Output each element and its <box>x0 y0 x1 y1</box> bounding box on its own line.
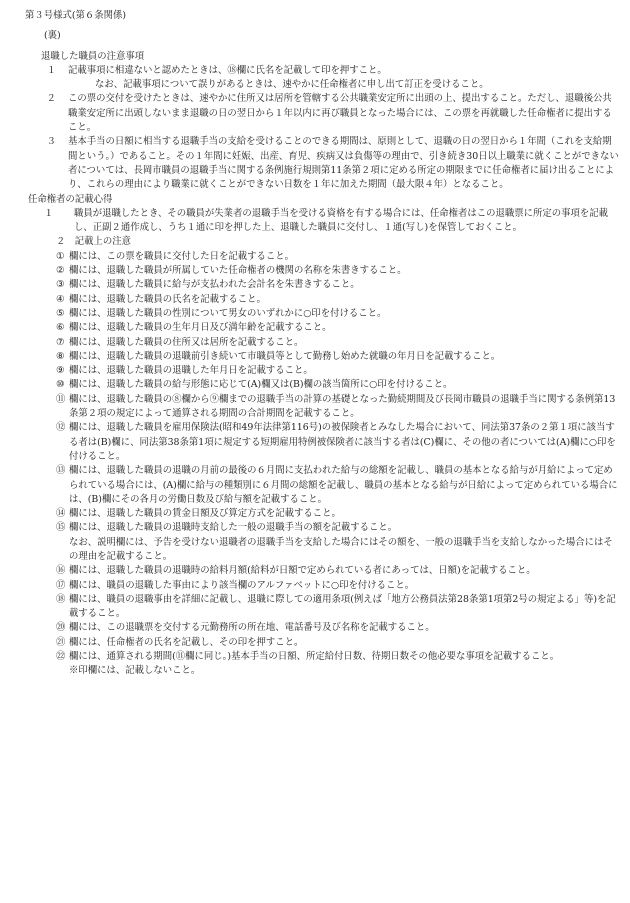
field-number-mark: ⑰ <box>56 579 66 591</box>
item-text: 職員が退職したとき、その職員が失業者の退職手当を受ける資格を有する場合には、任命権者はこの退職票に所定の事項を記載し、正副２通作成し、うち１通に印を押した上、退職した職員に交付し、１通(写し)を保管しておくこと。 <box>74 207 609 234</box>
list-item <box>28 207 620 236</box>
field-instruction: 欄には、退職した職員の退職の月前の最後の６月間に支払われた給与の総額を記載し、職員の基本となる給与が月給によって定められている場合には、(A)欄に給与の種類別に６月間の総額を記載し、職員の基本となる給与が日給によって定められている場合には、(B)欄にその各月の労働日数及び給与額を記載すること。 <box>69 465 618 505</box>
field-entry <box>56 250 620 264</box>
field-number-mark: ⑳ <box>56 622 66 634</box>
field-entry <box>56 264 620 278</box>
field-instruction: 欄には、退職した職員の給与形態に応じて(A)欄又は(B)欄の該当箇所に○印を付けること。 <box>69 379 453 391</box>
field-instruction: 欄には、この票を職員に交付した日を記載すること。 <box>69 250 295 262</box>
field-entry <box>56 336 620 350</box>
field-number-mark: ㉑ <box>56 636 66 648</box>
field-entry <box>56 621 620 635</box>
field-instruction: 欄には、退職した職員の氏名を記載すること。 <box>69 293 266 305</box>
field-note: なお、説明欄には、予告を受けない退職者の退職手当を支給した場合にはその額を、一般の退職手当を支給しなかった場合にはその理由を記載すること。 <box>69 536 613 562</box>
subsection-title: ２ 記載上の注意 <box>56 236 132 248</box>
field-entry <box>56 521 620 535</box>
item-number: １ <box>46 64 56 76</box>
section-title-retired-staff: 退職した職員の注意事項 <box>41 50 145 62</box>
field-number-mark: ② <box>56 265 65 277</box>
field-instruction: 欄には、退職した職員の退職時の給料月額(給料が日額で定められている者にあっては、日額)を記載すること。 <box>69 565 536 577</box>
field-number-mark: ⑥ <box>56 322 65 334</box>
field-instruction: 欄には、退職した職員の退職した年月日を記載すること。 <box>69 365 313 377</box>
field-number-mark: ⑬ <box>56 465 66 477</box>
field-number-mark: ① <box>56 250 65 262</box>
field-number-mark: ⑮ <box>56 522 66 534</box>
list-item <box>28 64 620 78</box>
field-entry <box>56 564 620 578</box>
field-number-mark: ⑪ <box>56 393 66 405</box>
field-number-mark: ⑩ <box>56 379 65 391</box>
field-entry <box>56 350 620 364</box>
field-number-mark: ⑫ <box>56 422 66 434</box>
section-title-appointer: 任命権者の記載心得 <box>28 193 113 205</box>
final-note: ※印欄には、記載しないこと。 <box>69 665 201 677</box>
field-number-mark: ⑧ <box>56 350 65 362</box>
form-title: 第３号様式(第６条関係) <box>25 10 127 21</box>
section-appointer-guidelines <box>28 193 620 679</box>
field-number-mark: ⑭ <box>56 508 66 520</box>
field-entry <box>56 278 620 292</box>
field-entry <box>56 293 620 307</box>
field-instruction: 欄には、退職した職員に給与が支払われた会計名を朱書きすること。 <box>69 279 360 291</box>
field-instruction: 欄には、退職した職員の住所又は居所を記載すること。 <box>69 336 304 348</box>
item-note: なお、記載事項について誤りがあるときは、速やかに任命権者に申し出て訂正を受けること。 <box>95 79 489 91</box>
field-number-mark: ⑤ <box>56 307 65 319</box>
field-entry <box>56 579 620 593</box>
field-entry <box>56 307 620 321</box>
field-instruction: 欄には、退職した職員の生年月日及び満年齢を記載すること。 <box>69 322 332 334</box>
field-instruction: 欄には、職員の退職した事由により該当欄のアルファベットに○印を付けること。 <box>69 579 415 591</box>
reverse-side-label: (裏) <box>44 30 61 42</box>
field-entry <box>56 593 620 622</box>
field-entry <box>56 393 620 422</box>
item-text: 基本手当の日額に相当する退職手当の支給を受けることのできる期間は、原則として、退職の日の翌日から１年間（これを支給期間という。）であること。その１年間に妊娠、出産、育児、疾病又は負傷等の理由で、引き続き30日以上職業に就くことができない者については、長岡市職員の退職手当に関する条例施行規則第11条第２項に定める所定の期限までに任命権者に届け出ることにより、これらの理由により職業に就くことができない日数を１年に加えた期間（最大限４年）となること。 <box>68 136 619 191</box>
field-instruction: 欄には、退職した職員の退職時支給した一般の退職手当の額を記載すること。 <box>69 522 398 534</box>
field-instruction: 欄には、退職した職員を雇用保険法(昭和49年法律第116号)の被保険者とみなした場合において、同法第37条の２第１項に該当する者は(B)欄に、同法第38条第1項に規定する短期雇用特例被保険者に該当する者は(C)欄に、その他の者については(A)欄に○印を付けること。 <box>69 422 616 462</box>
field-entry <box>56 421 620 464</box>
item-number: ３ <box>46 136 56 148</box>
field-number-mark: ④ <box>56 293 65 305</box>
field-number-mark: ⑦ <box>56 336 65 348</box>
field-instruction: 欄には、退職した職員の⑧欄から⑨欄までの退職手当の計算の基礎となった勤続期間及び長岡市職員の退職手当に関する条例第13条第２項の規定によって通算される期間の合計期間を記載すること。 <box>69 393 616 420</box>
field-instruction: 欄には、職員の退職事由を詳細に記載し、退職に際しての適用条項(例えば「地方公務員法第28条第1項第2号の規定よる」等)を記載すること。 <box>69 593 616 620</box>
field-entry <box>56 464 620 507</box>
field-number-mark: ⑨ <box>56 365 65 377</box>
item-text: この票の交付を受けたときは、速やかに住所又は居所を管轄する公共職業安定所に出頭の上、提出すること。ただし、退職後公共職業安定所に出頭しないまま退職の日の翌日から１年以内に再び職員となった場合には、この票を再就職した任命権者に提出すること。 <box>68 93 612 134</box>
field-instruction: 欄には、通算される期間(⑪欄に同じ。)基本手当の日額、所定給付日数、待期日数その他必要な事項を記載すること。 <box>69 651 560 663</box>
list-item <box>28 135 620 192</box>
field-entries <box>28 250 620 679</box>
field-instruction: 欄には、退職した職員が所属していた任命権者の機関の名称を朱書きすること。 <box>69 265 407 277</box>
field-number-mark: ⑯ <box>56 565 66 577</box>
field-instruction: 欄には、この退職票を交付する元勤務所の所在地、電話番号及び名称を記載すること。 <box>69 622 435 634</box>
item-number: ２ <box>46 93 56 105</box>
field-number-mark: ⑱ <box>56 593 66 605</box>
field-instruction: 欄には、退職した職員の退職前引き続いて市職員等として勤務し始めた就職の年月日を記載すること。 <box>69 350 501 362</box>
section-retired-staff-notes <box>28 50 620 193</box>
field-instruction: 欄には、退職した職員の賃金日額及び算定方式を記載すること。 <box>69 508 341 520</box>
item-text: 記載事項に相違ないと認めたときは、⑱欄に氏名を記載して印を押すこと。 <box>68 64 387 76</box>
item-number: １ <box>44 207 54 219</box>
field-entry <box>56 507 620 521</box>
list-item <box>28 92 620 135</box>
field-instruction: 欄には、任命権者の氏名を記載し、その印を押すこと。 <box>69 636 304 648</box>
field-entry <box>56 378 620 392</box>
field-entry <box>56 321 620 335</box>
field-entry <box>56 636 620 650</box>
field-number-mark: ㉒ <box>56 651 66 663</box>
field-entry <box>56 650 620 664</box>
field-entry <box>56 364 620 378</box>
field-number-mark: ③ <box>56 279 65 291</box>
field-instruction: 欄には、退職した職員の性別について男女のいずれかに○印を付けること。 <box>69 307 387 319</box>
